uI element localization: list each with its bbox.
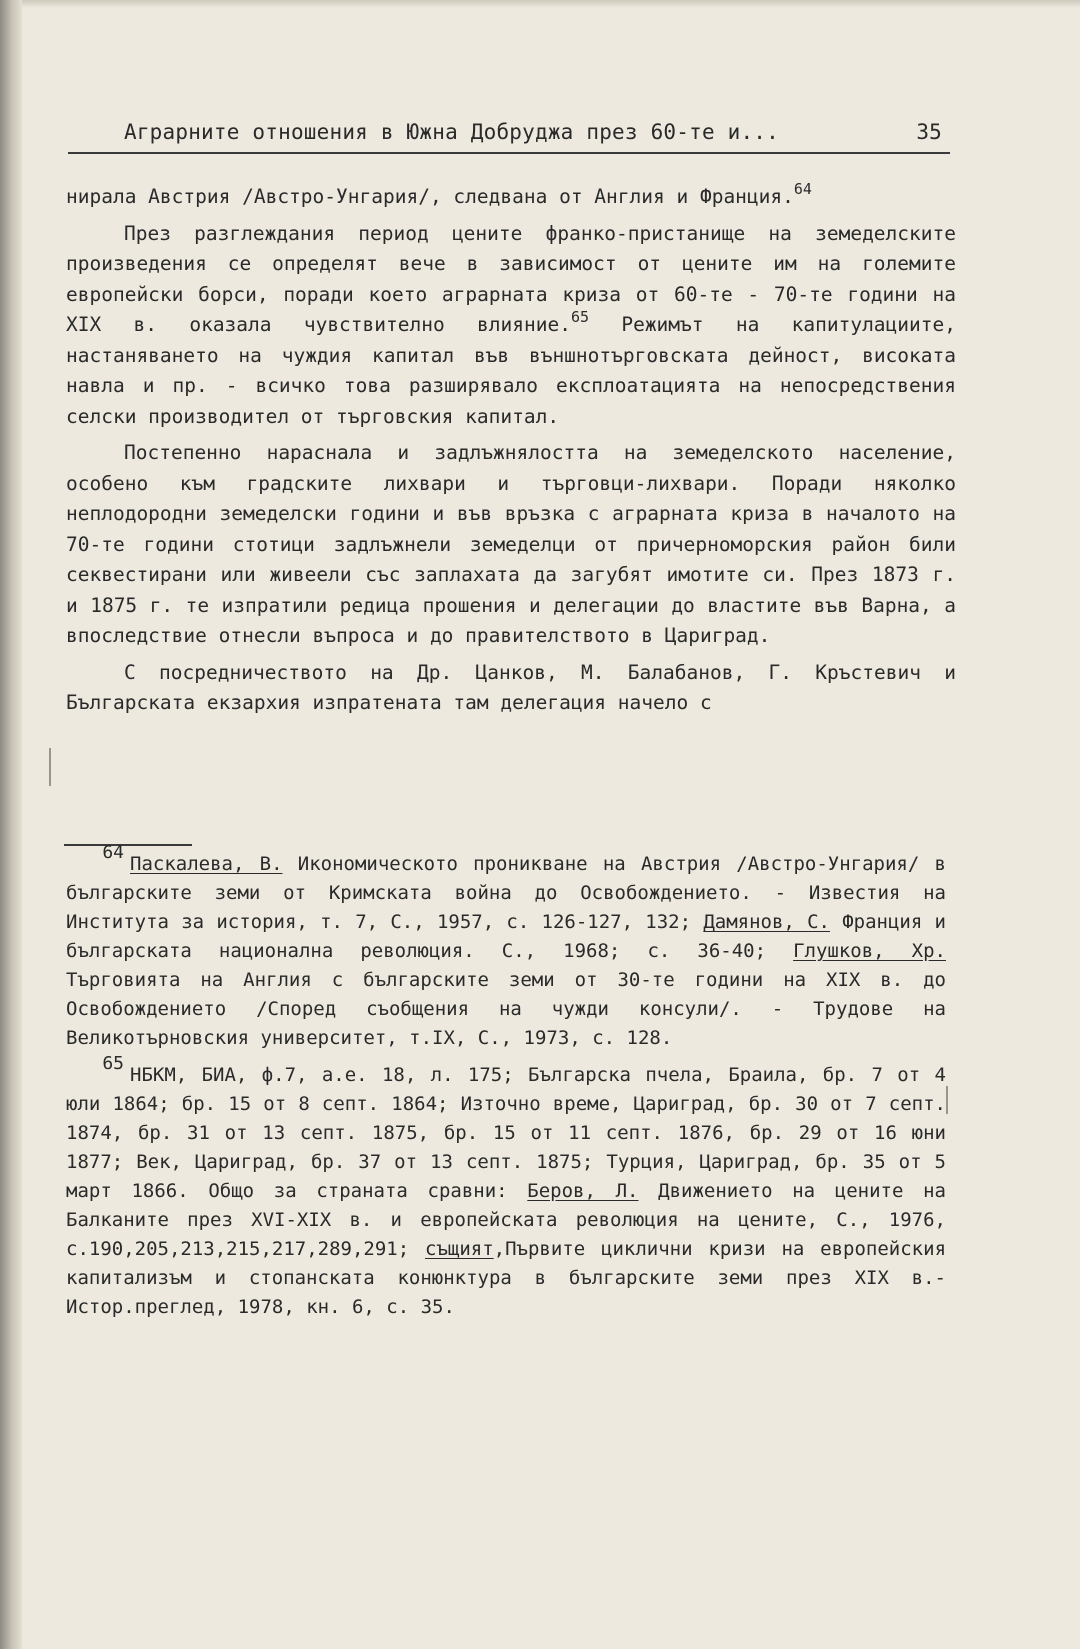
footnote-65-author-2: същият <box>425 1238 494 1260</box>
book-spine-shadow <box>0 0 22 1649</box>
footnotes <box>66 842 947 1322</box>
footnote-65-text-3: ,Първите циклични кризи на европейския капитализъм и стопанската конюнктура в българските земи през XIX в.-Истор.преглед, 1978, кн. 6, с. 35. <box>66 1238 947 1318</box>
footnote-64: 64Паскалева, В. Икономическото проникване на Австрия /Австро-Унгария/ в българските земи от Кримската война до Освобождението. - Известия на Института за история, т. 7, С., 1957, с. 126-127, 132; Дамянов, С. Франция и българската национална революция. С., 1968; с. 36-40; Глушков, Хр. Търговията на Англия с българските земи от 30-те години на XIX в. до Освобождението /Според съобщения на чужди консули/. - Трудове на Великотърновския университет, т.IX, С., 1973, с. 128. <box>66 842 946 1049</box>
footnote-ref-65: 65 <box>570 308 590 326</box>
running-head-title: Аграрните отношения в Южна Добруджа през 60-те и... <box>124 120 779 144</box>
paragraph-3: Постепенно нараснала и задлъжнялостта на земеделското население, особено към градските лихвари и търговци-лихвари. Поради няколко неплодородни земеделски години и във връзка с аграрната криза в началото на 70-те години стотици задлъжнели земеделци от причерноморския район били секвестирани или живеели със заплахата да загубят имотите си. През 1873 г. и 1875 г. те изпратили редица прошения и делегации до властите във Варна, а впоследствие отнесли въпроса и до правителството в Цариград. <box>66 441 956 647</box>
footnote-64-author-3: Глушков, Хр. <box>793 940 946 962</box>
paragraph-1 <box>66 182 956 213</box>
footnote-64-text-3: Търговията на Англия с българските земи от 30-те години на XIX в. до Освобождението /Според съобщения на чужди консули/. - Трудове на Великотърновския университет, т.IX, С., 1973, с. 128. <box>66 969 946 1049</box>
footnote-65: 65НБКМ, БИА, ф.7, а.е. 18, л. 175; Българска пчела, Браила, бр. 7 от 4 юли 1864; бр. 15 от 8 септ. 1864; Източно време, Цариград, бр. 30 от 7 септ. 1874, бр. 31 от 13 септ. 1875, бр. 15 от 11 септ. 1876, бр. 29 от 16 юни 1877; Век, Цариград, бр. 37 от 13 септ. 1875; Турция, Цариград, бр. 35 от 5 март 1866. Общо за страната сравни: Беров, Л. Движението на цените на Балканите през XVI-XIX в. и европейската революция на цените, С., 1976, с.190,205,213,215,217,289,291; същият,Първите циклични кризи на европейския капитализъм и стопанската конюнктура в българските земи през XIX в.-Истор.преглед, 1978, кн. 6, с. 35. <box>66 1053 947 1318</box>
footnote-separator <box>64 844 192 846</box>
footnote-64-text-2: Франция и българската национална революция. С., 1968; с. 36-40; <box>66 911 946 962</box>
paragraph-2 <box>66 219 956 433</box>
footnote-65-text-2: Движението на цените на Балканите през XVI-XIX в. и европейската революция на цените, С., 1976, с.190,205,213,215,217,289,291; <box>66 1180 946 1260</box>
page-number: 35 <box>916 120 942 144</box>
footnote-64-author-2: Дамянов, С. <box>703 911 830 933</box>
margin-mark-footnote <box>946 1086 948 1114</box>
paragraph-1-text: нирала Австрия /Австро-Унгария/, следвана от Англия и Франция. <box>66 185 794 208</box>
paragraph-2-text-a: През разглеждания период цените франко-пристанище на земеделските произведения се определят вече в зависимост от цените им на големите европейски борси, поради което аграрната криза от 60-те - 70-те години на XIX в. оказала чувствително влияние. <box>66 221 956 336</box>
running-head <box>68 118 950 154</box>
body-text <box>66 182 956 719</box>
footnote-64-text-1: Икономическото проникване на Австрия /Австро-Унгария/ в българските земи от Кримската война до Освобождението. - Известия на Института за история, т. 7, С., 1957, с. 126-127, 132; <box>66 853 946 933</box>
margin-mark <box>49 748 51 786</box>
footnote-ref-64: 64 <box>793 180 812 198</box>
footnote-65-author-1: Беров, Л. <box>527 1180 639 1202</box>
paragraph-4: С посредничеството на Др. Цанков, М. Балабанов, Г. Кръстевич и Българската екзархия изпратената там делегация начело с <box>66 660 956 714</box>
footnote-65-text-1: НБКМ, БИА, ф.7, а.е. 18, л. 175; Българска пчела, Браила, бр. 7 от 4 юли 1864; бр. 15 от 8 септ. 1864; Източно време, Цариград, бр. 30 от 7 септ. 1874, бр. 31 от 13 септ. 1875, бр. 15 от 11 септ. 1876, бр. 29 от 16 юни 1877; Век, Цариград, бр. 37 от 13 септ. 1875; Турция, Цариград, бр. 35 от 5 март 1866. Общо за страната сравни: <box>66 1064 946 1202</box>
footnote-64-author-1: Паскалева, В. <box>130 853 283 875</box>
paragraph-2-text-b: Режимът на капитулациите, настаняването на чуждия капитал във външнотърговската дейност, високата навла и пр. - всичко това разширявало експлоатацията на непосредствения селски производител от търговския капитал. <box>66 313 956 428</box>
page-top-edge <box>22 0 1080 8</box>
